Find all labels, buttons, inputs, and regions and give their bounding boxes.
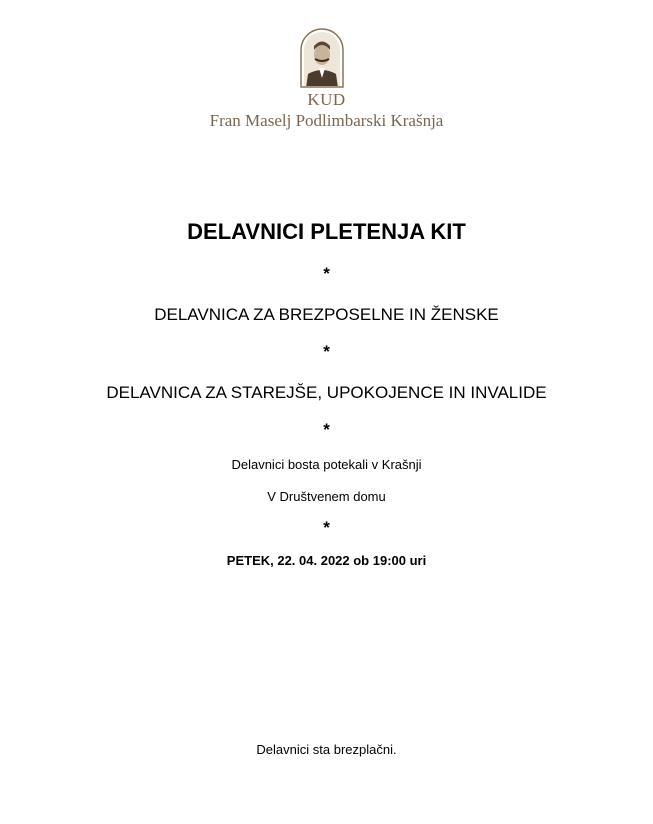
workshop-unemployed-women: DELAVNICA ZA BREZPOSELNE IN ŽENSKE <box>154 305 499 324</box>
org-full-name: Fran Maselj Podlimbarski Krašnja <box>209 111 444 130</box>
page-title: DELAVNICI PLETENJA KIT <box>187 219 466 244</box>
separator-star: * <box>323 264 330 283</box>
footer-note: Delavnici sta brezplačni. <box>256 742 397 757</box>
separator-star: * <box>323 342 330 361</box>
location-line: Delavnici bosta potekali v Krašnji <box>231 457 422 472</box>
workshop-seniors-retirees-disabled: DELAVNICA ZA STAREJŠE, UPOKOJENCE IN INVALIDE <box>106 383 547 402</box>
separator-star: * <box>323 518 330 537</box>
separator-star: * <box>323 420 330 439</box>
event-datetime: PETEK, 22. 04. 2022 ob 19:00 uri <box>226 553 427 568</box>
venue-line: V Društvenem domu <box>267 489 386 504</box>
portrait-emblem-icon <box>300 28 344 88</box>
org-short-name: KUD <box>307 90 346 109</box>
